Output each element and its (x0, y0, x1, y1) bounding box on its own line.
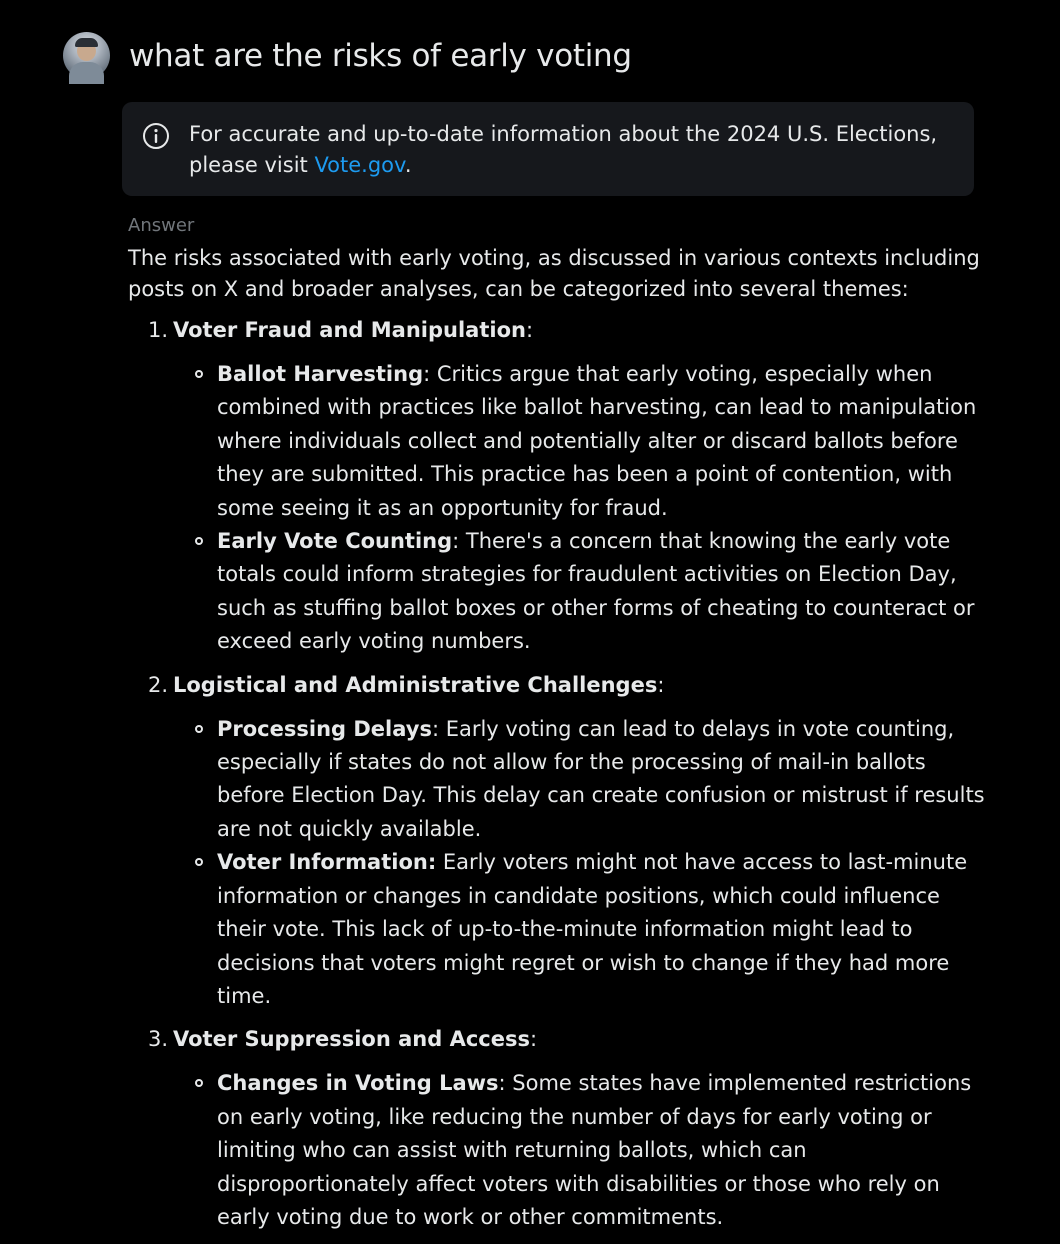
section-number: 3. (148, 1027, 169, 1052)
bullet-title: Voter Information: (217, 850, 437, 875)
notice-text (189, 119, 959, 181)
section-number: 1. (148, 318, 169, 342)
section-title: Voter Suppression and Access (173, 1027, 530, 1052)
avatar[interactable] (63, 32, 110, 79)
bullet-item (217, 713, 988, 847)
bullet-text: : Some states have implemented restrictions on early voting, like reducing the number of days for early voting or limiting who can assist with returning ballots, which can disproportionately affect voters with disabilities or those who rely on early voting due to work or other commitments. (217, 1071, 972, 1229)
list-item (128, 669, 988, 1014)
bullet-text: : There's a concern that knowing the early vote totals could inform strategies for fraudulent activities on Election Day, such as stuffing ballot boxes or other forms of cheating to counteract or exceed early voting numbers. (217, 529, 975, 654)
section-title: Voter Fraud and Manipulation (173, 318, 526, 342)
section-suffix: : (657, 672, 665, 697)
section-heading (128, 669, 988, 702)
answer-intro: The risks associated with early voting, as discussed in various contexts including posts on X and broader analyses, can be categorized into several themes: (128, 246, 980, 301)
section-list (128, 314, 988, 1234)
section-suffix: : (525, 318, 534, 342)
bullet-circle-icon (195, 858, 203, 866)
bullet-item (217, 358, 988, 525)
answer-body (128, 213, 988, 1244)
list-item (128, 314, 988, 659)
info-icon (142, 122, 170, 150)
bullet-item (217, 1067, 988, 1234)
answer-label: Answer (128, 215, 195, 236)
section-heading (128, 1023, 988, 1056)
bullet-title: Changes in Voting Laws (217, 1071, 499, 1096)
bullet-circle-icon (195, 370, 203, 378)
election-notice (122, 102, 974, 196)
bullet-text: : Early voting can lead to delays in vote counting, especially if states do not allow for the processing of mail-in ballots before Election Day. This delay can create confusion or mistrust if results are not quickly available. (217, 716, 985, 841)
section-number: 2. (148, 672, 169, 697)
notice-text-before: For accurate and up-to-date information about the 2024 U.S. Elections, please visit (189, 122, 938, 177)
bullet-circle-icon (195, 537, 203, 545)
bullet-text: : Critics argue that early voting, especially when combined with practices like ballot harvesting, can lead to manipulation where individuals collect and potentially alter or discard ballots before they are submitted. This practice has been a point of contention, with some seeing it as an opportunity for fraud. (217, 362, 977, 520)
query-text: what are the risks of early voting (129, 37, 632, 74)
notice-text-after: . (404, 153, 412, 177)
vote-gov-link[interactable]: Vote.gov (314, 153, 405, 177)
bullet-text: Early voters might not have access to last-minute information or changes in candidate positions, which could influence their vote. This lack of up-to-the-minute information might lead to decisions that voters might regret or wish to change if they had more time. (217, 850, 968, 1008)
bullet-list (128, 1067, 988, 1234)
bullet-title: Processing Delays (217, 716, 432, 741)
section-title: Logistical and Administrative Challenges (173, 672, 658, 697)
section-heading (128, 314, 988, 347)
bullet-item (217, 846, 988, 1013)
bullet-title: Ballot Harvesting (217, 362, 424, 386)
list-item (128, 1023, 988, 1234)
user-query (63, 32, 632, 79)
bullet-list (128, 358, 988, 659)
section-suffix: : (529, 1027, 538, 1052)
bullet-list (128, 713, 988, 1014)
bullet-item (217, 525, 988, 659)
bullet-circle-icon (195, 1079, 203, 1087)
bullet-circle-icon (195, 725, 203, 733)
bullet-title: Early Vote Counting (217, 529, 453, 554)
